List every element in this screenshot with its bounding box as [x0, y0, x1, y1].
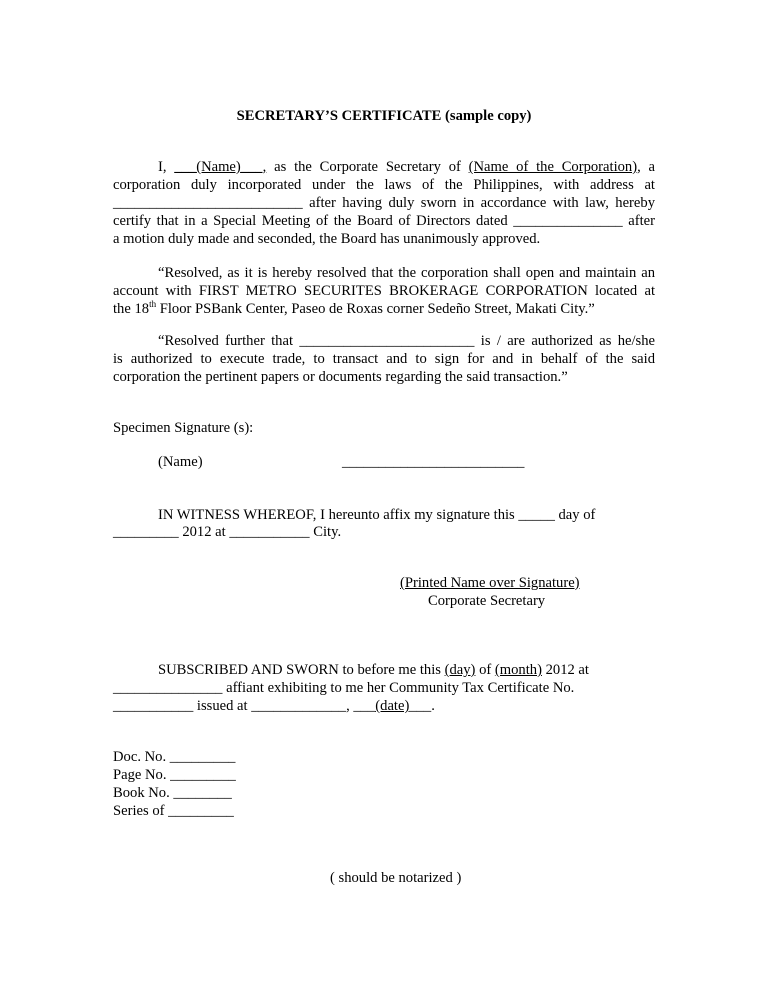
paragraph-line: I, ___(Name)___, as the Corporate Secretary of (Name of the Corporation), a: [158, 159, 656, 175]
jurat-line: ___________ issued at _____________, ___(date)___.: [113, 698, 435, 714]
paragraph-line: corporation the pertinent papers or documents regarding the said transaction.”: [113, 369, 568, 385]
paragraph-line: account with FIRST METRO SECURITES BROKERAGE CORPORATION located at: [113, 283, 655, 299]
witness-line: _________ 2012 at ___________ City.: [113, 524, 342, 540]
signatory-role: Corporate Secretary: [428, 593, 546, 609]
notarization-note: ( should be notarized ): [330, 870, 462, 886]
document-title: SECRETARY’S CERTIFICATE (sample copy): [236, 108, 532, 124]
page-number-line: Page No. _________: [113, 767, 236, 783]
paragraph-line: “Resolved further that ________________________ is / are authorized as he/she: [158, 333, 655, 349]
certification-paragraph: [113, 158, 655, 248]
specimen-signature-line: _________________________: [342, 454, 525, 470]
paragraph-line: a motion duly made and seconded, the Board has unanimously approved.: [113, 231, 541, 247]
jurat-line: _______________ affiant exhibiting to me her Community Tax Certificate No.: [113, 680, 575, 696]
series-line: Series of _________: [113, 803, 234, 819]
paragraph-line: “Resolved, as it is hereby resolved that the corporation shall open and maintain an: [158, 265, 655, 281]
paragraph-line: the 18th Floor PSBank Center, Paseo de Roxas corner Sedeño Street, Makati City.”: [113, 299, 595, 317]
doc-number-line: Doc. No. _________: [113, 749, 236, 765]
further-resolution-paragraph: [113, 332, 655, 386]
paragraph-line: corporation duly incorporated under the laws of the Philippines, with address at: [113, 177, 655, 193]
notarial-register: [113, 748, 655, 820]
specimen-name: (Name): [158, 454, 203, 470]
book-number-line: Book No. ________: [113, 785, 232, 801]
secretary-name-placeholder: (Name): [196, 159, 241, 175]
jurat-line: SUBSCRIBED AND SWORN to before me this (day) of (month) 2012 at: [158, 662, 589, 678]
witness-line: IN WITNESS WHEREOF, I hereunto affix my signature this _____ day of: [158, 507, 596, 523]
paragraph-line: certify that in a Special Meeting of the Board of Directors dated _______________ after: [113, 213, 655, 229]
resolution-paragraph: [113, 264, 655, 318]
paragraph-line: is authorized to execute trade, to transact and to sign for and in behalf of the said: [113, 351, 655, 367]
printed-name-over-signature: (Printed Name over Signature): [400, 575, 580, 591]
paragraph-line: __________________________ after having duly sworn in accordance with law, hereby: [113, 195, 655, 211]
specimen-signature-label: Specimen Signature (s):: [113, 420, 254, 436]
corporation-name-placeholder: (Name of the Corporation): [468, 159, 638, 175]
